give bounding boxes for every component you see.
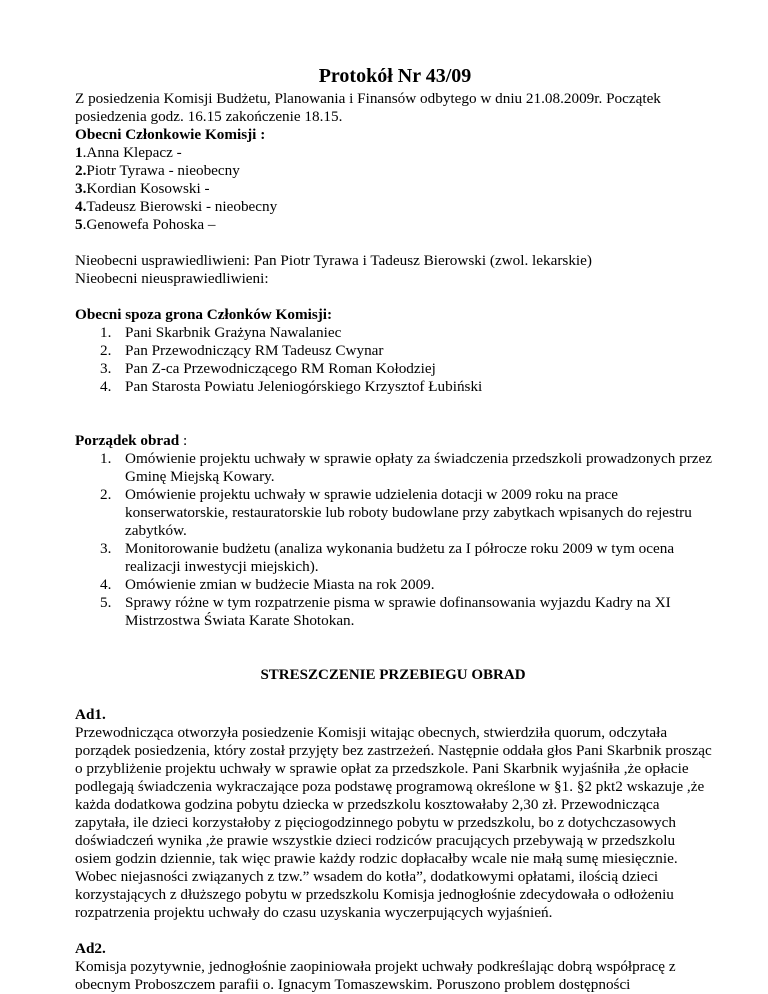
agenda-item: 2. Omówienie projektu uchwały w sprawie udzielenia dotacji w 2009 roku na prace konserwatorskie, restauratorskie lub roboty budowlane przy zabytkach wpisanych do rejestru zabytków. (100, 486, 692, 539)
guests-heading: Obecni spoza grona Członków Komisji: (75, 306, 333, 323)
member-item: 1.Anna Klepacz - (75, 144, 182, 161)
ad2-heading: Ad2. (75, 940, 106, 957)
members-heading: Obecni Członkowie Komisji : (75, 126, 266, 143)
member-item: 4.Tadeusz Bierowski - nieobecny (75, 198, 278, 215)
member-item: 5.Genowefa Pohoska – (75, 216, 216, 233)
guest-item: 4. Pan Starosta Powiatu Jeleniogórskiego Krzysztof Łubiński (100, 378, 483, 395)
agenda-heading: Porządek obrad (75, 432, 180, 449)
ad1-heading: Ad1. (75, 706, 106, 723)
agenda-list (75, 450, 715, 630)
member-item: 2.Piotr Tyrawa - nieobecny (75, 162, 240, 179)
member-item: 3.Kordian Kosowski - (75, 180, 210, 197)
guest-item: 3. Pan Z-ca Przewodniczącego RM Roman Kołodziej (100, 360, 436, 377)
agenda-item: 4. Omówienie zmian w budżecie Miasta na rok 2009. (100, 576, 435, 593)
guests-list (75, 324, 715, 396)
guest-item: 2. Pan Przewodniczący RM Tadeusz Cwynar (100, 342, 384, 359)
agenda-heading-line: Porządek obrad : (75, 432, 188, 449)
absent-unexcused: Nieobecni nieusprawiedliwieni: (75, 270, 269, 287)
ad2-paragraph: Komisja pozytywnie, jednogłośnie zaopiniowała projekt uchwały podkreślając dobrą współpracę z obecnym Proboszczem parafii o. Ignacym Tomaszewskim. Poruszono problem dostępności (75, 958, 676, 993)
guest-item: 1. Pani Skarbnik Grażyna Nawalaniec (100, 324, 342, 341)
summary-heading: STRESZCZENIE PRZEBIEGU OBRAD (260, 667, 526, 683)
document-title: Protokół Nr 43/09 (318, 65, 472, 87)
agenda-item: 3. Monitorowanie budżetu (analiza wykonania budżetu za I półrocze roku 2009 w tym ocena realizacji inwestycji miejskich). (100, 540, 675, 575)
ad1-paragraph: Przewodnicząca otworzyła posiedzenie Komisji witając obecnych, stwierdziła quorum, odczytała porządek posiedzenia, który został przyjęty bez zastrzeżeń. Następnie oddała głos Pani Skarbnik prosząc o przybliżenie projektu uchwały w sprawie opłat za przedszkole. Pani Skarbnik wyjaśniła ,że opłacie podlegają świadczenia wykraczające poza podstawę programową określone w §1. §2 pkt2 wskazuje ,że każda dodatkowa godzina pobytu dziecka w przedszkolu kosztowałaby 2,30 zł. Przewodnicząca zapytała, ile dzieci korzystałoby z pięciogodzinnego pobytu w przedszkolu, bo z dotychczasowych doświadczeń wynika ,że prawie wszystkie dzieci rodziców pracujących przebywają w przedszkolu osiem godzin dziennie, tak więc prawie każdy rodzic dopłacałby wcale nie małą sumę miesięcznie. Wobec niejasności związanych z tzw.” wsadem do kotła”, dodatkowymi opłatami, ilością dzieci korzystających z dłuższego pobytu w przedszkolu Komisja jednogłośnie zdecydowała o odłożeniu rozpatrzenia projektu uchwały do czasu uzyskania wyczerpujących wyjaśnień. (75, 724, 712, 921)
intro-paragraph: Z posiedzenia Komisji Budżetu, Planowania i Finansów odbytego w dniu 21.08.2009r. Początek posiedzenia godz. 16.15 zakończenie 18.15. (75, 90, 661, 125)
members-list (75, 144, 715, 234)
document-content (75, 64, 715, 994)
absent-excused: Nieobecni usprawiedliwieni: Pan Piotr Tyrawa i Tadeusz Bierowski (zwol. lekarskie) (75, 252, 592, 269)
agenda-item: 1. Omówienie projektu uchwały w sprawie opłaty za świadczenia przedszkoli prowadzonych przez Gminę Miejską Kowary. (100, 450, 713, 485)
agenda-item: 5. Sprawy różne w tym rozpatrzenie pisma w sprawie dofinansowania wyjazdu Kadry na XI Mistrzostwa Świata Karate Shotokan. (100, 594, 671, 629)
